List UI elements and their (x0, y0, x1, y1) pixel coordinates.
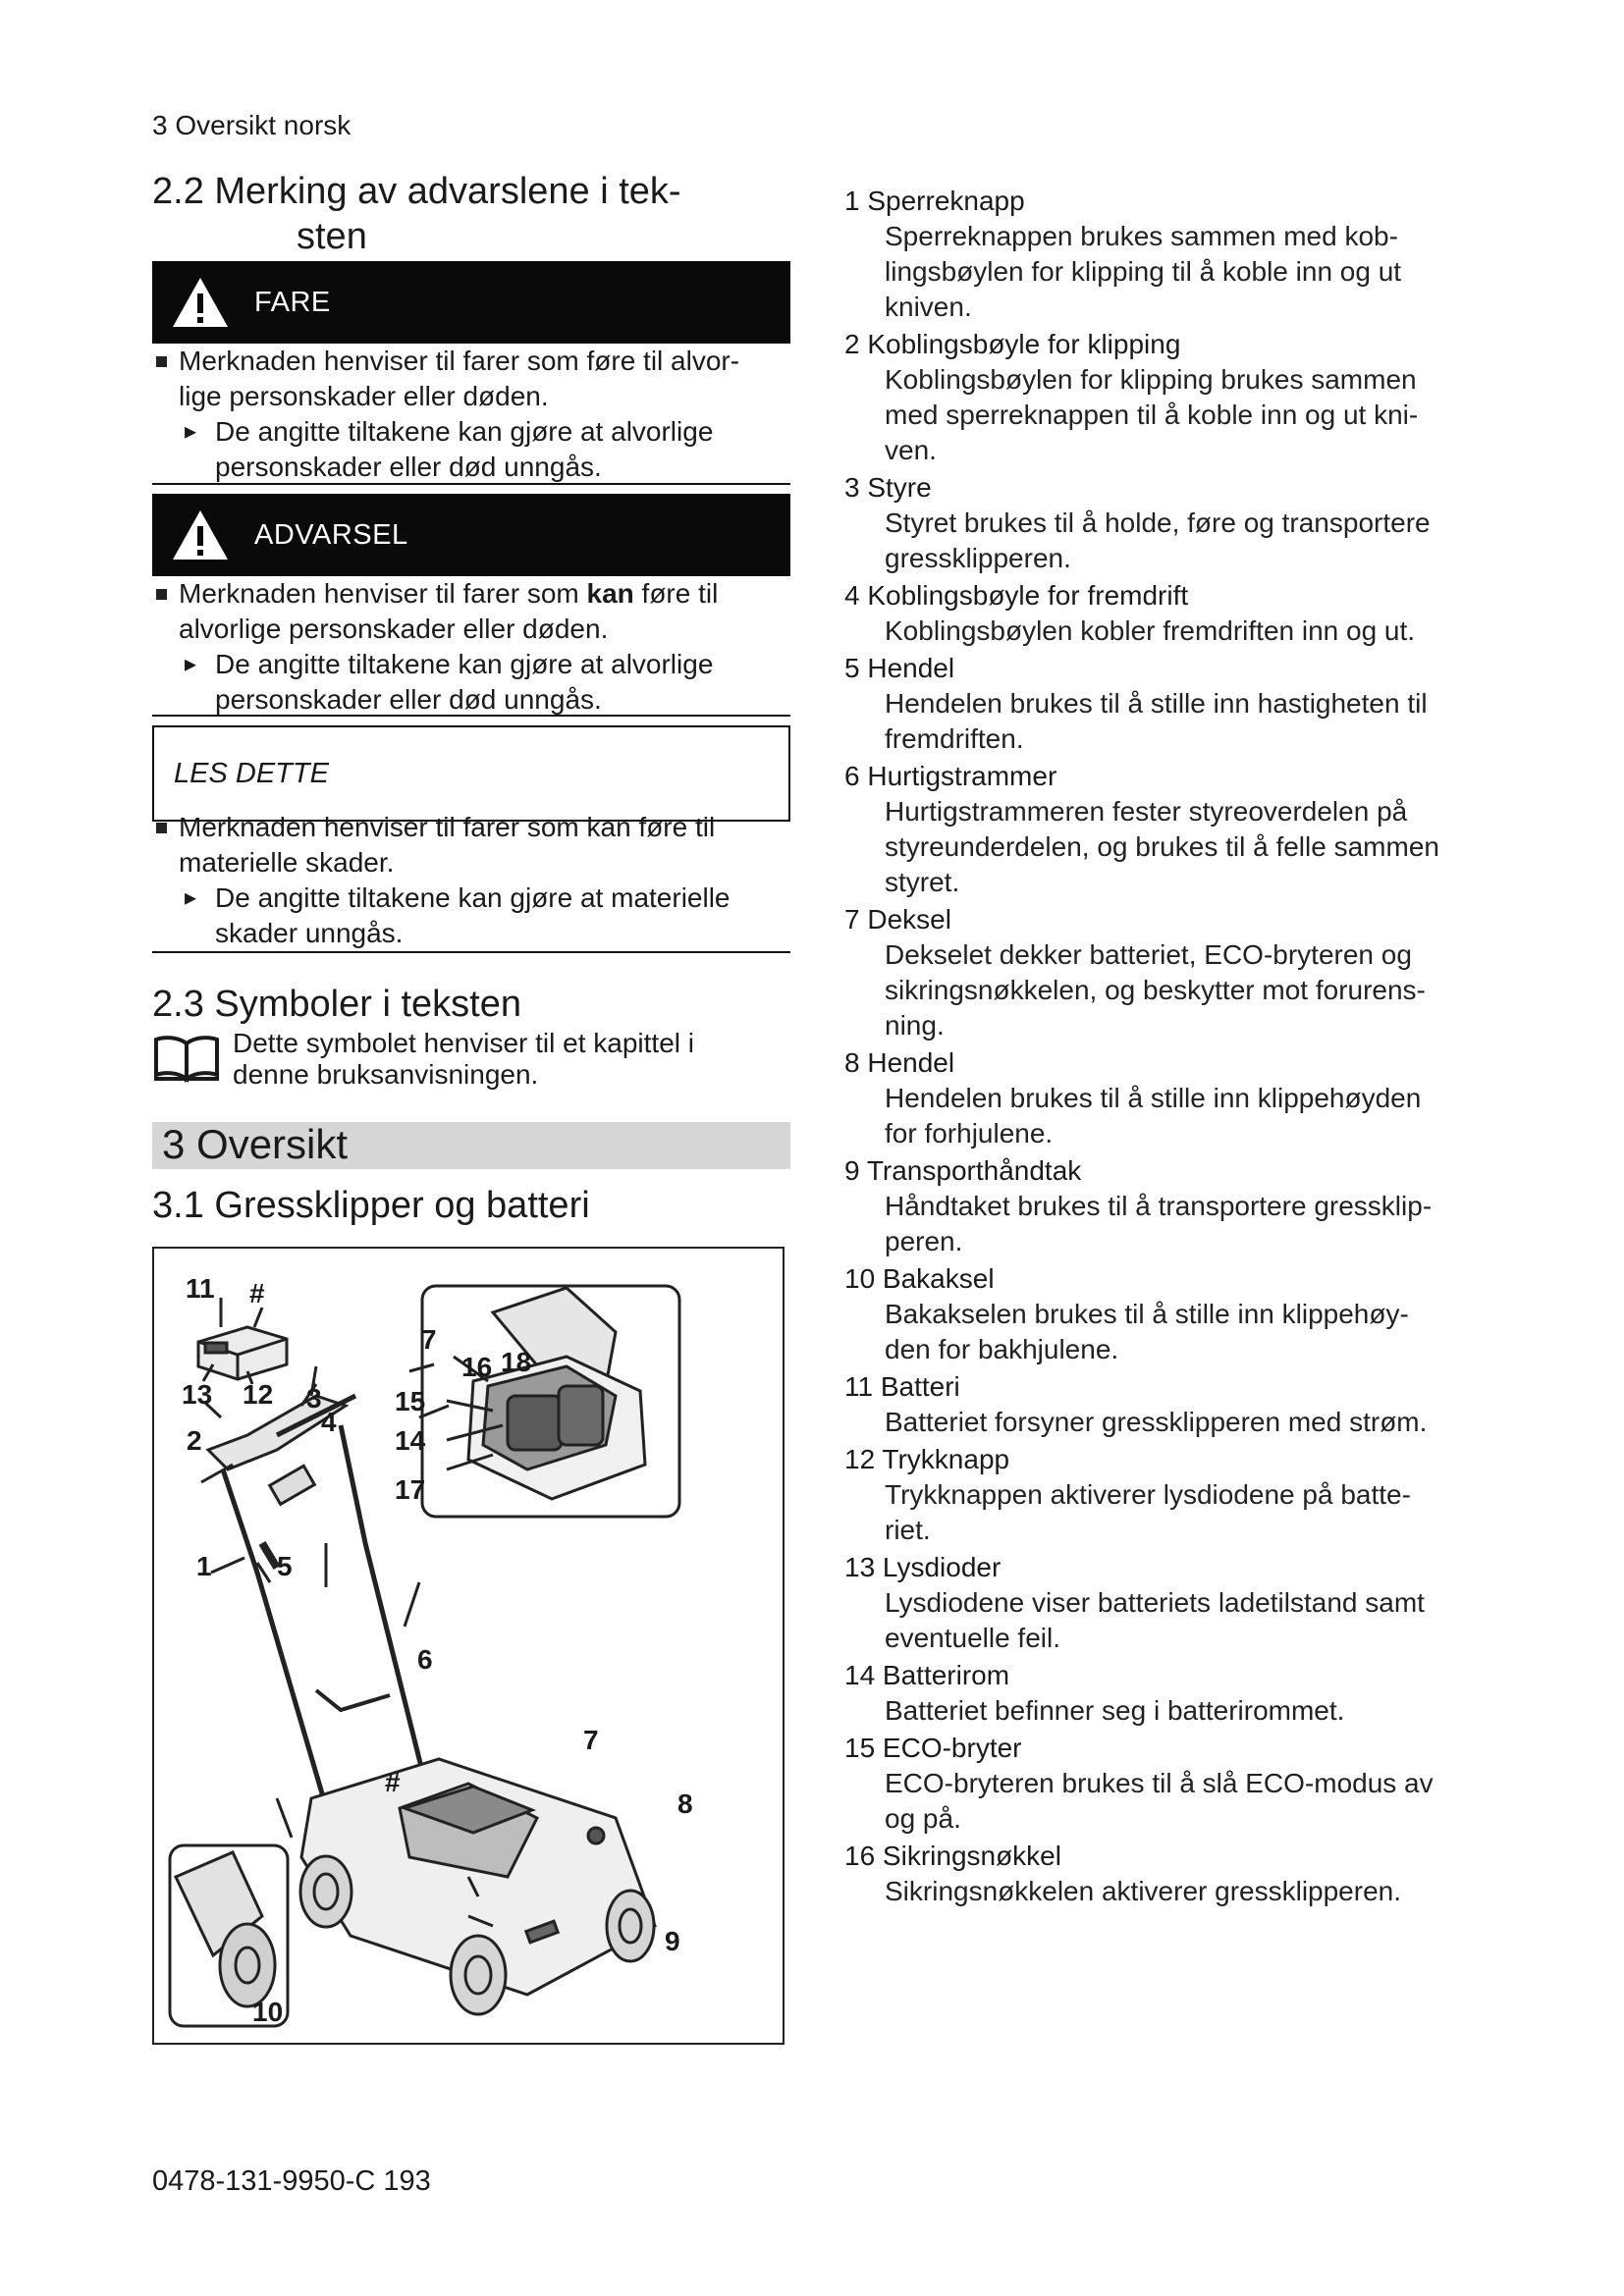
item-line: ECO-bryteren brukes til å slå ECO-modus av (885, 1768, 1434, 1798)
item-description (844, 1766, 1492, 1837)
list-item (844, 1658, 1492, 1729)
item-title: 10 Bakaksel (844, 1263, 995, 1294)
figure-label-hash-top: # (249, 1278, 265, 1308)
fare-action-line1: ▸ De angitte tiltakene kan gjøre at alvorlige (215, 416, 714, 447)
les-dette-action-line2: skader unngås. (215, 918, 404, 948)
les-dette-box (152, 725, 790, 822)
les-dette-text-line1: Merknaden henviser til farer som kan føre til (179, 812, 716, 842)
item-line: og på. (885, 1803, 961, 1834)
item-line: kniven. (885, 292, 972, 322)
list-item (844, 327, 1492, 468)
item-title: 16 Sikringsnøkkel (844, 1841, 1061, 1871)
figure-label-8: 8 (677, 1789, 693, 1819)
list-item (844, 1550, 1492, 1656)
advarsel-text-emphasis: kan (586, 578, 634, 609)
advarsel-action-line2: personskader eller død unngås. (215, 684, 602, 715)
battery-drawing (198, 1327, 287, 1379)
item-line: peren. (885, 1226, 963, 1256)
advarsel-text-c: føre til (633, 578, 719, 609)
item-title: 9 Transporthåndtak (844, 1155, 1082, 1186)
item-line: riet. (885, 1515, 931, 1545)
section-2-2-title-line2: sten (297, 216, 367, 257)
item-description (844, 1081, 1492, 1151)
item-line: Koblingsbøylen kobler fremdriften inn og ut. (885, 615, 1416, 646)
item-title: 8 Hendel (844, 1047, 955, 1078)
figure-label-10: 10 (252, 1997, 284, 2027)
warning-triangle-icon (170, 275, 231, 330)
figure-label-15: 15 (395, 1386, 426, 1416)
figure-label-5: 5 (277, 1551, 293, 1581)
page-footer: 0478-131-9950-C 193 (152, 2165, 431, 2197)
item-line: med sperreknappen til å koble inn og ut kni- (885, 400, 1419, 430)
item-description (844, 1189, 1492, 1259)
item-line: Håndtaket brukes til å transportere gressklip- (885, 1191, 1433, 1221)
battery-compartment-inset (422, 1286, 679, 1517)
divider (152, 483, 790, 485)
item-line: Dekselet dekker batteriet, ECO-bryteren og (885, 939, 1412, 970)
fare-text-line2: lige personskader eller døden. (179, 381, 549, 411)
section-2-2-title (152, 169, 790, 259)
section-2-3-text-line1: Dette symbolet henviser til et kapittel i (233, 1028, 694, 1058)
figure-label-9: 9 (665, 1926, 680, 1956)
section-2-3-title: 2.3 Symboler i teksten (152, 984, 521, 1025)
advarsel-label: ADVARSEL (254, 518, 408, 551)
fare-action (152, 414, 790, 485)
les-dette-action-line1: ▸ De angitte tiltakene kan gjøre at materielle (215, 882, 731, 913)
item-description (844, 937, 1492, 1043)
section-2-3-text-line2: denne bruksanvisningen. (233, 1059, 539, 1090)
figure-label-6: 6 (417, 1644, 433, 1675)
item-line: Hurtigstrammeren fester styreoverdelen på (885, 796, 1408, 827)
advarsel-text-line1 (179, 576, 790, 612)
advarsel-text (152, 576, 790, 647)
figure-label-1: 1 (196, 1551, 212, 1581)
item-description (844, 1405, 1492, 1440)
item-description (844, 614, 1492, 649)
figure-label-hash-bottom: # (385, 1767, 401, 1797)
list-item (844, 1045, 1492, 1151)
running-header: 3 Oversikt norsk (152, 110, 352, 140)
item-title: 3 Styre (844, 472, 932, 503)
item-line: fremdriften. (885, 723, 1024, 754)
item-title: 4 Koblingsbøyle for fremdrift (844, 580, 1189, 611)
item-line: Sikringsnøkkelen aktiverer gressklipperen. (885, 1876, 1401, 1906)
figure-label-7-inset: 7 (421, 1324, 437, 1355)
item-description (844, 794, 1492, 900)
item-line: ven. (885, 435, 937, 465)
list-item (844, 1369, 1492, 1440)
item-line: Batteriet befinner seg i batterirommet. (885, 1695, 1345, 1726)
item-title: 12 Trykknapp (844, 1444, 1010, 1474)
item-description (844, 1585, 1492, 1656)
item-line: gressklipperen. (885, 543, 1071, 573)
list-item (844, 578, 1492, 649)
item-line: Sperreknappen brukes sammen med kob- (885, 221, 1398, 251)
list-item (844, 902, 1492, 1043)
advarsel-banner (152, 494, 790, 576)
item-line: den for bakhjulene. (885, 1334, 1119, 1364)
lawnmower-figure (152, 1247, 785, 2045)
book-icon (152, 1034, 221, 1083)
figure-label-16: 16 (461, 1352, 493, 1382)
figure-label-2: 2 (187, 1425, 202, 1456)
list-item (844, 1442, 1492, 1548)
item-description (844, 219, 1492, 325)
list-item (844, 1153, 1492, 1259)
item-line: Bakakselen brukes til å stille inn klippehøy- (885, 1299, 1409, 1329)
item-title: 14 Batterirom (844, 1660, 1010, 1690)
item-line: lingsbøylen for klipping til å koble inn og ut (885, 256, 1402, 287)
les-dette-text-line2: materielle skader. (179, 847, 395, 878)
advarsel-action-line1: ▸ De angitte tiltakene kan gjøre at alvorlige (215, 649, 714, 679)
item-description (844, 1477, 1492, 1548)
figure-label-7: 7 (583, 1725, 599, 1755)
figure-label-12: 12 (243, 1379, 274, 1410)
section-2-2-title-line1: 2.2 Merking av advarslene i tek- (152, 171, 681, 212)
figure-label-18: 18 (501, 1347, 532, 1377)
list-item (844, 759, 1492, 900)
section-2-3-text (233, 1028, 783, 1091)
fare-text (152, 344, 790, 414)
chapter-title: 3 Oversikt (162, 1121, 349, 1167)
item-description (844, 1693, 1492, 1729)
fare-note (152, 344, 790, 485)
figure-label-13: 13 (182, 1379, 213, 1410)
divider (152, 951, 790, 953)
figure-label-11: 11 (186, 1273, 215, 1304)
list-item (844, 1731, 1492, 1837)
item-line: ning. (885, 1010, 945, 1041)
item-description (844, 1297, 1492, 1367)
item-line: Batteriet forsyner gressklipperen med strøm. (885, 1407, 1428, 1437)
list-item (844, 1261, 1492, 1367)
advarsel-action (152, 647, 790, 718)
fare-text-line1: Merknaden henviser til farer som føre til alvor- (179, 346, 740, 376)
item-title: 6 Hurtigstrammer (844, 761, 1057, 791)
warning-triangle-icon (170, 507, 231, 562)
item-line: sikringsnøkkelen, og beskytter mot forurens- (885, 975, 1426, 1005)
mower-deck-drawing (300, 1759, 655, 2014)
list-item (844, 470, 1492, 576)
list-item (844, 651, 1492, 757)
item-title: 13 Lysdioder (844, 1552, 1001, 1582)
item-line: styreunderdelen, og brukes til å felle sammen (885, 831, 1439, 862)
advarsel-text-line2: alvorlige personskader eller døden. (179, 614, 609, 644)
les-dette-label: LES DETTE (174, 757, 329, 789)
item-title: 2 Koblingsbøyle for klipping (844, 329, 1181, 359)
fare-action-line2: personskader eller død unngås. (215, 452, 602, 482)
fare-label: FARE (254, 286, 331, 318)
figure-label-3: 3 (306, 1383, 322, 1414)
item-title: 15 ECO-bryter (844, 1733, 1022, 1763)
item-title: 11 Batteri (844, 1371, 960, 1402)
les-dette-action (152, 881, 790, 951)
divider (152, 715, 790, 717)
item-line: Hendelen brukes til å stille inn klippehøyden (885, 1083, 1422, 1113)
item-line: for forhjulene. (885, 1118, 1054, 1148)
item-line: styret. (885, 867, 960, 897)
figure-label-4: 4 (321, 1407, 337, 1437)
figure-label-17: 17 (395, 1474, 426, 1505)
item-description (844, 362, 1492, 468)
advarsel-text-a: Merknaden henviser til farer som (179, 578, 587, 609)
item-line: Hendelen brukes til å stille inn hastigheten til (885, 688, 1428, 719)
item-line: Koblingsbøylen for klipping brukes sammen (885, 364, 1417, 395)
advarsel-note (152, 576, 790, 718)
list-item (844, 1839, 1492, 1909)
figure-label-14: 14 (395, 1425, 426, 1456)
item-description (844, 686, 1492, 757)
item-title: 1 Sperreknapp (844, 186, 1025, 216)
les-dette-text (152, 810, 790, 881)
item-line: Styret brukes til å holde, føre og transportere (885, 507, 1431, 538)
item-description (844, 1874, 1492, 1909)
item-line: eventuelle feil. (885, 1623, 1061, 1653)
les-dette-note (152, 810, 790, 951)
item-line: Lysdiodene viser batteriets ladetilstand samt (885, 1587, 1425, 1618)
list-item (844, 184, 1492, 325)
section-3-1-title: 3.1 Gressklipper og batteri (152, 1185, 590, 1226)
item-description (844, 506, 1492, 576)
lawnmower-illustration (154, 1249, 783, 2043)
item-title: 5 Hendel (844, 653, 955, 683)
fare-banner (152, 261, 790, 344)
component-list (844, 184, 1492, 1911)
item-title: 7 Deksel (844, 904, 951, 934)
item-line: Trykknappen aktiverer lysdiodene på batte- (885, 1479, 1411, 1510)
